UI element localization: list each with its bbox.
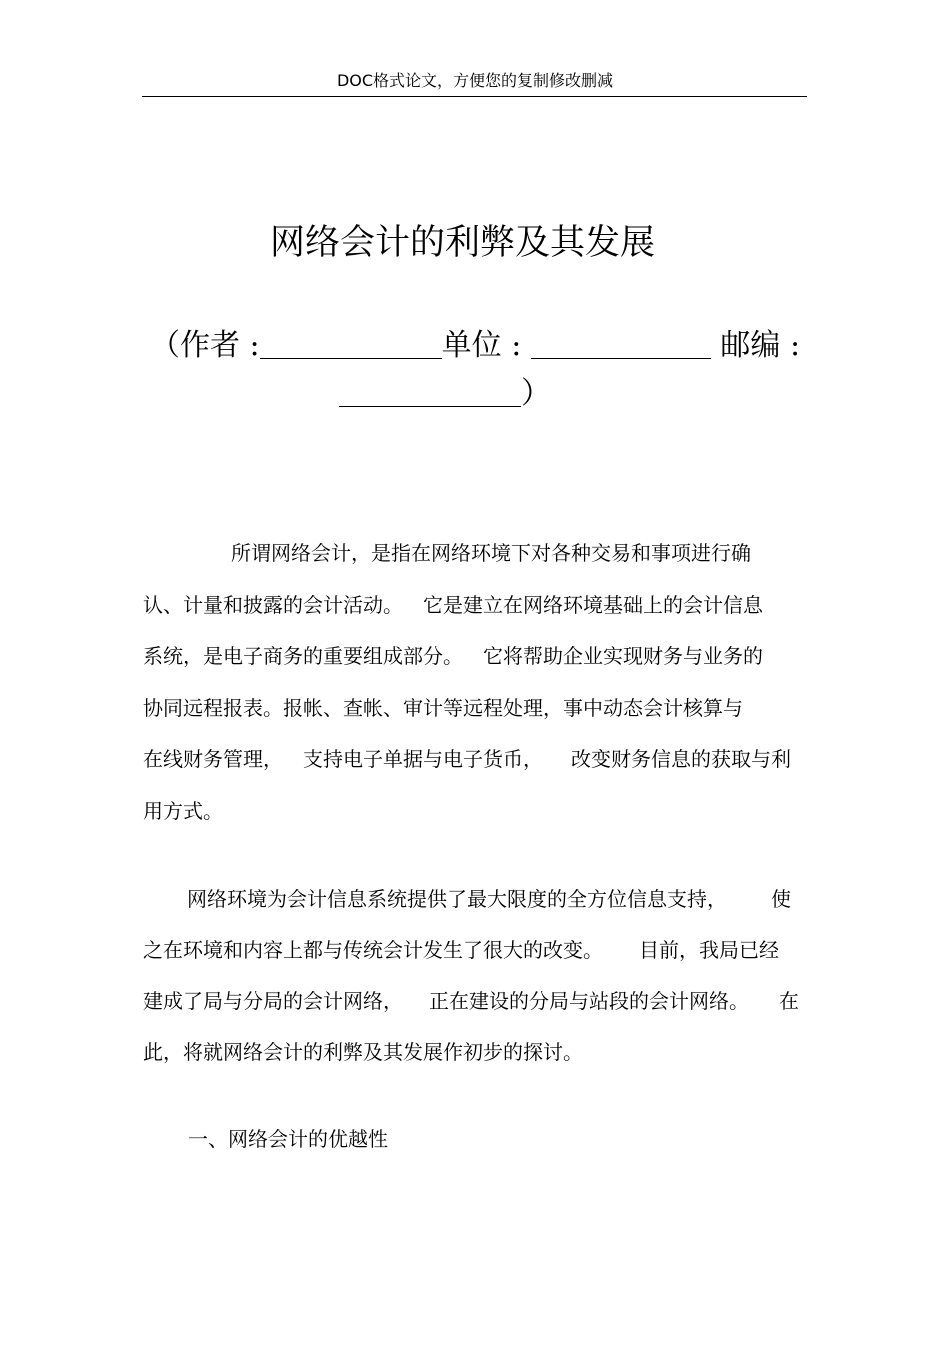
header-rule xyxy=(142,96,807,97)
unit-label: 单位 : xyxy=(441,328,522,363)
author-label: （作者 : xyxy=(150,328,260,363)
paragraph-line: 用方式。 xyxy=(143,798,223,823)
paragraph-2 xyxy=(143,874,808,1078)
paragraph-line: 在线财务管理， 支持电子单据与电子货币， 改变财务信息的获取与利 xyxy=(143,747,791,772)
byline-close: ） xyxy=(521,376,551,411)
unit-blank xyxy=(531,328,711,359)
section-heading: 一、网络会计的优越性 xyxy=(188,1127,388,1151)
paragraph-line: 之在环境和内容上都与传统会计发生了很大的改变。 目前，我局已经 xyxy=(143,938,779,962)
postcode-blank xyxy=(339,376,521,407)
byline xyxy=(150,322,810,418)
paragraph-line: 协同远程报表。报帐、查帐、审计等远程处理，事中动态会计核算与 xyxy=(143,695,743,720)
paragraph-line: 系统，是电子商务的重要组成部分。 它将帮助企业实现财务与业务的 xyxy=(143,644,763,669)
paragraph-line: 此，将就网络会计的利弊及其发展作初步的探讨。 xyxy=(143,1040,583,1064)
paragraph-line: 所谓网络会计，是指在网络环境下对各种交易和事项进行确 xyxy=(231,541,751,565)
paragraph-line: 认、计量和披露的会计活动。 它是建立在网络环境基础上的会计信息 xyxy=(143,592,763,617)
paragraph-1 xyxy=(143,528,808,838)
paragraph-line: 网络环境为会计信息系统提供了最大限度的全方位信息支持， 使 xyxy=(187,887,791,911)
page-header: DOC格式论文，方便您的复制修改删减 xyxy=(336,71,614,90)
paragraph-line: 建成了局与分局的会计网络， 正在建设的分局与站段的会计网络。 在 xyxy=(143,989,799,1013)
document-title: 网络会计的利弊及其发展 xyxy=(269,223,655,263)
postcode-label: 邮编 : xyxy=(720,328,801,363)
author-blank xyxy=(260,328,442,359)
